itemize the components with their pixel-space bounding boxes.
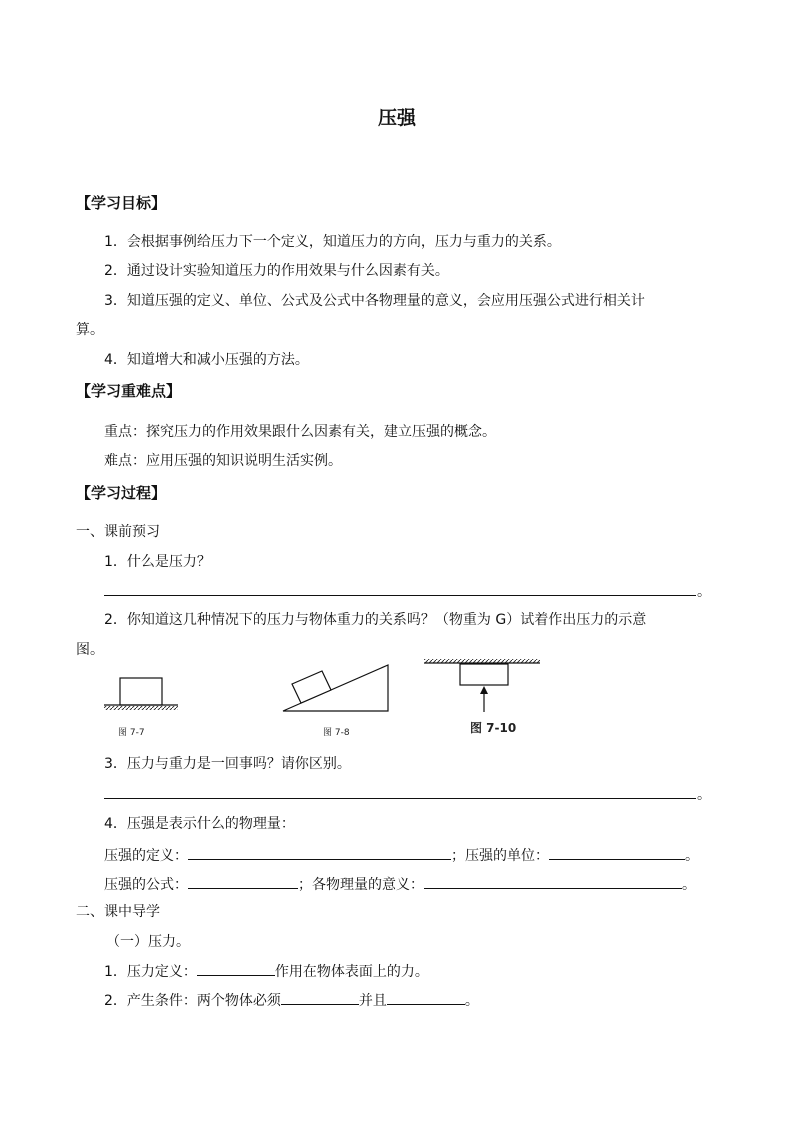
focus-point: 重点：探究压力的作用效果跟什么因素有关，建立压强的概念。 xyxy=(104,424,496,440)
guided-subheading: （一）压力。 xyxy=(106,934,190,950)
period-formula: 。 xyxy=(682,877,696,893)
force-arrow-head xyxy=(480,686,488,694)
figure-7-7-diagram xyxy=(104,678,178,710)
pressure-formula-label: 压强的公式： xyxy=(104,877,188,893)
process-heading: 【学习过程】 xyxy=(76,484,167,502)
quantity-meaning-label: ；各物理量的意义： xyxy=(298,877,424,893)
pressure-unit-label: ；压强的单位： xyxy=(451,848,549,864)
question-4: 4．压强是表示什么的物理量： xyxy=(104,816,295,832)
ground-hatch xyxy=(104,706,178,710)
key-points-heading: 【学习重难点】 xyxy=(76,382,182,400)
page-title: 压强 xyxy=(377,107,416,129)
condition-blank-2[interactable] xyxy=(387,989,465,1005)
goal-item-4: 4．知道增大和减小压强的方法。 xyxy=(104,352,309,368)
pressure-formula-blank[interactable] xyxy=(188,873,298,889)
goal-item-3-cont: 算。 xyxy=(76,322,104,338)
force-definition-blank[interactable] xyxy=(197,960,275,976)
block-on-ceiling xyxy=(460,664,508,685)
condition-prefix: 2．产生条件：两个物体必须 xyxy=(104,993,281,1009)
goal-item-1: 1．会根据事例给压力下一个定义，知道压力的方向，压力与重力的关系。 xyxy=(104,234,561,250)
period-definition: 。 xyxy=(685,848,699,864)
question-1: 1．什么是压力？ xyxy=(104,554,211,570)
question-2: 2．你知道这几种情况下的压力与物体重力的关系吗？（物重为 G）试着作出压力的示意 xyxy=(104,612,647,628)
goal-item-2: 2．通过设计实验知道压力的作用效果与什么因素有关。 xyxy=(104,263,449,279)
answer-line-1[interactable] xyxy=(104,595,696,596)
preview-heading: 一、课前预习 xyxy=(76,524,160,540)
force-definition-suffix: 作用在物体表面上的力。 xyxy=(274,964,429,980)
goal-item-3: 3．知道压强的定义、单位、公式及公式中各物理量的意义，会应用压强公式进行相关计 xyxy=(104,293,645,309)
figure-7-8-diagram xyxy=(283,665,388,711)
period-3: 。 xyxy=(697,787,711,803)
figure-7-8-caption: 图 7-8 xyxy=(323,728,350,738)
condition-blank-1[interactable] xyxy=(281,989,359,1005)
quantity-meaning-blank[interactable] xyxy=(424,873,682,889)
force-definition-prefix: 1．压力定义： xyxy=(104,964,197,980)
force-condition-row xyxy=(104,989,479,1011)
pressure-force-definition-row xyxy=(104,960,429,982)
guided-heading: 二、课中导学 xyxy=(76,904,160,920)
pressure-formula-row xyxy=(104,873,696,895)
condition-end: 。 xyxy=(464,993,479,1009)
goals-heading: 【学习目标】 xyxy=(76,194,167,212)
figure-7-10-diagram xyxy=(424,659,540,712)
question-2-cont: 图。 xyxy=(76,642,104,658)
figure-7-7-caption: 图 7-7 xyxy=(118,728,145,738)
period-1: 。 xyxy=(697,584,711,600)
condition-mid: 并且 xyxy=(358,993,387,1009)
pressure-definition-blank[interactable] xyxy=(188,844,451,860)
pressure-definition-row xyxy=(104,844,699,866)
pressure-unit-blank[interactable] xyxy=(549,844,685,860)
block-on-ground xyxy=(120,678,162,705)
question-3: 3．压力与重力是一回事吗？请你区别。 xyxy=(104,756,351,772)
figure-7-10-caption: 图 7-10 xyxy=(470,721,517,735)
answer-line-3[interactable] xyxy=(104,798,696,799)
difficulty-point: 难点：应用压强的知识说明生活实例。 xyxy=(104,453,342,469)
physics-figures xyxy=(100,656,540,718)
pressure-definition-label: 压强的定义： xyxy=(104,848,188,864)
